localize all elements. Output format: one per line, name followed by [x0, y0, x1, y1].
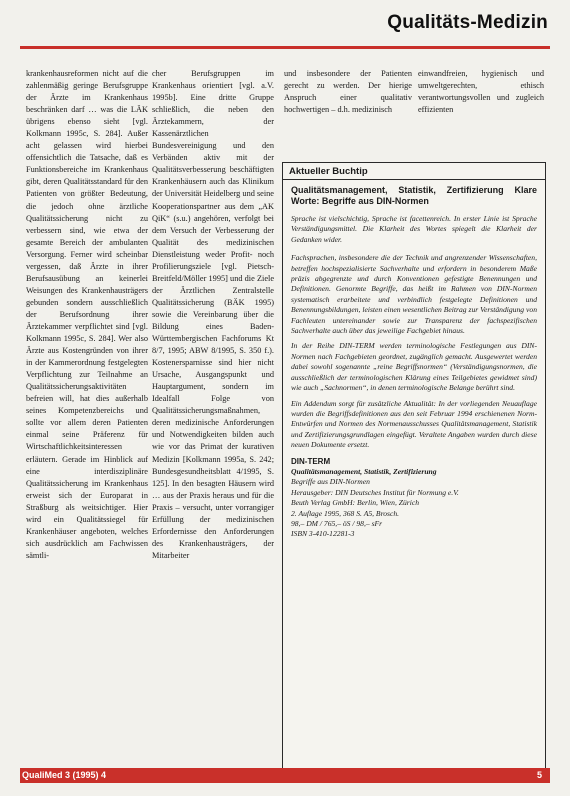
ref-title: Qualitätsmanagement, Statistik, Zertifizierung: [291, 466, 437, 476]
ref-subtitle: Begriffe aus DIN-Normen: [291, 477, 370, 487]
ref-series: DIN-TERM: [291, 456, 331, 466]
book-tip-paragraph-2: In der Reihe DIN-TERM werden terminologische Festlegungen aus DIN-Normen nach Fachgebieten geordnet, zugänglich gemacht. Ausgewertet werden dabei sowohl sogenannte „reine Begriffsnormen“ (Verständigungsnormen, die ausschließlich der terminologischen Klärung eines Teilgebietes gewidmet sind) wie auch „Sachnormen“, in denen terminologische Belange berührt sind.: [291, 341, 537, 393]
text-column-1: [26, 68, 148, 774]
section-title: Qualitäts-Medizin: [387, 12, 548, 33]
column-1-text: krankenhausreformen nicht auf die zahlenmäßig geringe Berufsgruppe der Ärzte im Krankenhaus beschränken darf … was die LÄK übrigens ebenso sieht [vgl. Kolkmann 1995c, S. 284]. Außer acht gelassen wird hierbei offensichtlich die Tatsache, daß es Funktionsbereiche im Krankenhaus gibt, deren Qualitätsstandard für den Patienten von größter Bedeutung, die jedoch ohne ärztliche Qualitätssicherung nicht zu verbessern sind, wie etwa der gesamte Bereich der ambulanten Versorgung. Ferner wird scheinbar vergessen, daß Ärzte in ihrer Berufsausübung an keinerlei Weisungen des Krankenhausträgers gebunden sondern ausschließlich der Berufsordnung ihrer Ärztekammer verpflichtet sind [vgl. Kolkmann 1995c, S. 284]. Wer also Ärzte aus Kostengründen von ihrer in der Kammerordnung festgelegten Verpflichtung zur Teilnahme an Qualitätssicherungsaktivitäten befreien will, hat dies außerhalb seines Kompetenzbereichs und sollte vor allem deren Patienten einmal seine Präferenz für Wirtschaftlichkeitsinteressen erläutern. Gerade im Hinblick auf eine interdisziplinäre Qualitätssicherung im Krankenhaus erweist sich der Europarat in Straßburg als weitsichtiger. Hier wird ein Qualitätssiegel für Krankenhäuser angeboten, welches sich ausdrücklich am Fachwissen sämtli-: [26, 69, 148, 560]
page-header: [0, 0, 570, 56]
journal-citation: QualiMed 3 (1995) 4: [22, 770, 107, 780]
column-4-text: einwandfreien, hygienisch und umweltgerechten, ethisch verantwortungsvollen und zugleich effizienten: [418, 69, 544, 115]
book-reference: [291, 457, 537, 540]
ref-price: 98,– DM / 765,– öS / 98,– sFr: [291, 518, 383, 528]
book-tip-paragraph-1: Fachsprachen, insbesondere die der Technik und angrenzender Wissenschaften, betreffen hochspezialisierte Sachverhalte und erfordern in besonderem Maße präzis abgegrenzte und durch Konventionen gefestigte Benennungen und Definitionen. Genormte Begriffe, das heißt im Rahmen von DIN-Normen systematisch erarbeitete und verbindlich festgelegte Definitionen und Benennungsbildungen, leisten einen wesentlichen Beitrag zur Verständigung von Fachleuten untereinander sowie zur Transparenz der fachspezifischen Sachverhalte auch über das jeweilige Fachgebiet hinaus.: [291, 253, 537, 336]
ref-publisher: Herausgeber: DIN Deutsches Institut für Normung e.V.: [291, 487, 459, 497]
column-2-text: cher Berufsgruppen im Krankenhaus orientiert [vgl. a.V. 1995b]. Eine dritte Gruppe schließlich, die neben den Ärztekammern, der Kassenärztlichen Bundesvereinigung und den Verbänden aktiv mit der Qualitätsverbesserung beschäftigten Krankenhäusern auch das Klinikum der Universität Heidelberg und seine Kooperationspartner aus dem „AK QiK“ (s.u.) angehören, verfolgt bei dem Versuch der Verbesserung der Qualität des medizinischen Dienstleistung weder Profit- noch Profilierungsziele [vgl. Pietsch-Breitfeld/Möller 1995] und die Ziele der Ärztlichen Zentralstelle Qualitätssicherung (BÄK 1995) sowie die Vereinbarung über die Bildung eines Baden-Württembergischen Fachforums Kt 8/7, 1995; ABW 8/1995, S. 350 f.). Kostenersparnisse sind hier nicht Ursache, Ausgangspunkt und Hauptargument, sondern im Idealfall Folge von Qualitätssicherungsmaßnahmen, deren medizinische Anforderungen und Notwendigkeiten bilden auch wie vor das Primat der kurativen Medizin [Kolkmann 1995a, S. 242; Bundesgesundheitsblatt 4/1995, S. 125]. In den besagten Häusern wird … aus der Praxis heraus und für die Praxis – versucht, unter vorrangiger Erfüllung der medizinischen Erfordernisse den Anforderungen des Krankenhausträgers, der Mitarbeiter: [152, 69, 274, 560]
page-footer: [0, 766, 570, 796]
book-tip-lead: Sprache ist vielschichtig, Sprache ist facettenreich. In erster Linie ist Sprache Verständigungsmittel. Die Klarheit des Wortes spiegelt die Klarheit der Gedanken wider.: [291, 214, 537, 244]
header-rule: [20, 46, 550, 49]
book-tip-paragraph-3: Ein Addendum sorgt für zusätzliche Aktualität: In der vorliegenden Neuauflage wurden die Begriffsdefinitionen aus den seit Februar 1994 erschienenen Norm-Entwürfen und Normen des Normenausschusses Qualitätsmanagement, Statistik und Zertifizierungsgrundlagen eingefügt. Veraltete Angaben wurden durch diese neuen Dokumente ersetzt.: [291, 398, 537, 450]
ref-publisher-2: Beuth Verlag GmbH: Berlin, Wien, Zürich: [291, 498, 420, 508]
book-tip-heading: Qualitätsmanagement, Statistik, Zertifizierung Klare Worte: Begriffe aus DIN-Normen: [291, 185, 537, 206]
book-tip-label: Aktueller Buchtip: [283, 163, 545, 180]
ref-isbn: ISBN 3-410-12281-3: [291, 529, 355, 539]
book-tip-content: [291, 185, 537, 771]
page-number: 5: [536, 770, 542, 780]
text-column-3: [284, 68, 412, 146]
column-3-text: und insbesondere der Patienten gerecht zu werden. Der hierige Anspruch einer qualitativ hochwertigen – d.h. medizinisch: [284, 69, 412, 115]
text-column-2: [152, 68, 274, 774]
ref-edition: 2. Auflage 1995, 368 S. A5, Brosch.: [291, 508, 400, 518]
text-column-4: [418, 68, 544, 146]
book-tip-box: [282, 162, 546, 776]
